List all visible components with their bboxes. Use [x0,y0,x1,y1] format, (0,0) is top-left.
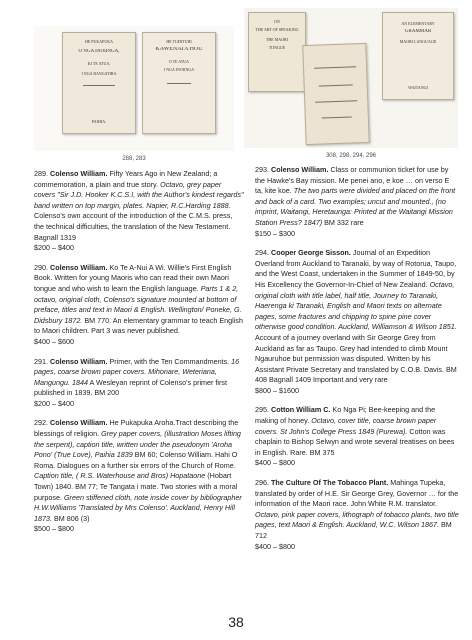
cover-line: TONGUE [268,45,286,50]
lot-description: Octavo, original cloth with title label, half title, Journey to Taranaki, Haerenga ki Taranaki, English and Maori texts on alternate pages, some fractures and chipping to spine pine cover otherwise good condition. Auckland, Williamson & Wilson 1851. [255,279,457,332]
lot-notes: BM 60; Colenso William. Hahi O Roma. Dialogues on a further six errors of the Church of Rome. [34,450,238,470]
lot-description: Octavo, grey paper covers "Sir J.D. Hooker K.C.S.I, with the Author's kindest regards" band written on top margin, plates. Napier, R.C.Harding 1888. [34,179,244,210]
cover-line: HE PUKAPUKA [84,39,114,44]
cover-line: MAORI LANGUAGE [399,39,437,44]
lot-description: 16 pages, coarse brown paper covers. Mihonare, Weteriana, Mangungu. 1844 [34,356,240,387]
lot-number: 290. [34,262,48,272]
lot-description: Green stiffened cloth, note inside cover by bibliographer H.W.Williams 'Translated by Mrs Colenso'. Auckland, Henry Hill 1873. [34,492,242,523]
cover-line: AN ELEMENTARY [401,21,435,26]
lot-author: Colenso William. [50,418,108,428]
lot-title: Primer, with the Ten Commandments. [107,356,232,366]
cover-line: I NGA INOIINGA [163,67,195,72]
cover-rule [315,100,357,102]
lot-entry-290 [34,263,244,348]
lot-description: Caption title, ( R.S. Waterhouse and Bros) Hopataone [34,471,206,481]
book-cover-left-2 [142,32,216,134]
book-cover-right-2 [302,43,369,145]
lot-title: Ko Te A-Nui A Wi. Willie's First English Book. Written for young Maoris who can read their own Maori tongue and who wish to learn the English language. [34,262,232,293]
book-cover-left-1 [62,32,136,134]
lot-title: Journal of an Expedition Overland from Auckland to Taranaki, by way of Rotorua, Taupo, and the West Coast, undertaken in the Summer of 1849-50, by His Excellency the Governor-In-Chief of New Zealand. [255,248,457,289]
lot-entry-296 [255,478,459,552]
cover-line: KAWENATA HOU [155,47,203,52]
lot-number: 292. [34,418,48,428]
photo-caption-right: 308, 298, 294, 296 [325,153,377,159]
lot-number: 295. [255,405,269,415]
lot-entry-291 [34,357,244,410]
lot-title: Ko Nga Pi; Bee-keeping and the making of honey. [255,405,436,426]
photo-caption-left: 288, 283 [122,156,146,162]
lot-estimate: $200 – $400 [34,243,74,253]
lot-notes: Cotton was chaplain to Bishop Selwyn and wrote several treatises on bees in English. Rare. BM 375 [255,426,455,457]
cover-line: THE ART OF SPEAKING [255,27,299,32]
lot-author: Cotton William C. [271,405,331,415]
lot-notes: (Hobart Town) 1840. BM 77; Te Tangata i mate. Two stories with a moral purpose. [34,471,238,502]
book-cover-right-1 [248,12,306,92]
cover-rule [167,83,191,84]
lot-number: 293. [255,165,269,174]
lot-notes: BM 712 [255,520,452,540]
lot-notes: BM 332 rare [322,217,364,227]
lot-number: 291. [34,356,48,366]
lot-author: The Culture Of The Tobacco Plant. [271,478,389,488]
cover-line: O TE ATUA [168,59,190,64]
lot-author: Colenso William. [50,356,108,366]
lot-entry-293 [255,165,459,239]
page-number: 38 [228,614,244,630]
cover-line: PAIHIA. [91,119,107,124]
cover-line: THE MAORI [265,37,289,42]
cover-rule [319,84,353,86]
cover-rule [83,85,115,86]
lot-estimate: $150 – $300 [255,228,295,238]
lot-author: Cooper George Sisson. [271,248,351,258]
lot-description: Octavo, pink paper covers, lithograph of tobacco plants, two title pages, text Maori & English. Auckland, W.C. Wilson 1867. [255,509,459,530]
lot-number: 289. [34,169,48,178]
lot-entry-292 [34,418,244,535]
cover-line: I NGA RANGATIRA [81,71,117,76]
photo-right-books [244,8,458,148]
cover-line: O NGA INOIINGA, [78,49,120,54]
lot-description: The two parts were divided and placed on the front and back of a card. Two examples; uncut and mounted., (no imprint, Waitangi, Heretaunga: Printed at the Waitangi Mission Station Press? 1847) [255,186,456,227]
catalogue-column-right [255,165,459,561]
lot-author: Colenso William. [50,169,108,178]
book-cover-right-3 [382,12,454,100]
lot-author: Colenso William. [271,165,329,174]
lot-notes: BM 770. An elementary grammar to teach English to Maori children. Part 3 was never published. [34,315,243,336]
lot-author: Colenso William. [50,262,108,272]
lot-estimate: $800 – $1600 [255,385,299,395]
lot-description: Octavo, cover title, coarse brown paper covers. St John's College Press 1849 (Purewa). [255,416,437,436]
catalogue-column-left [34,169,244,544]
lot-notes: Account of a journey overland with Sir George Grey from Auckland as far as Taupo. Grey had intended to climb Mount Ngauruhoe but permission was disputed. Written by his Assistant Private Secretary and translated by C.O.B. Davis. BM 408 Bagnall 1409 Important and very rare [255,332,457,385]
lot-title: Fifty Years Ago in New Zealand; a commemoration, a plain and true story. [34,169,218,189]
lot-description: Grey paper covers, (illustration Moses lifting the serpent), caption title, written under the pseudonym 'Aroha Pono' (True Love), Paihia 1839 [34,429,241,460]
lot-title: Class or communion ticket for use by the Hawke's Bay mission. Me penei ano, e koe … on verso E ta, kite koe. [255,165,450,196]
lot-number: 294. [255,248,269,258]
lot-number: 296. [255,478,269,488]
lot-notes: BM 806 (3) [52,513,90,523]
lot-notes: Colenso's own account of the introduction of the C.M.S. press, the technical difficulties, the translation of the New Testament. Bagnall 1319 [34,211,233,242]
cover-line: HE TUHITUHI [166,39,192,44]
lot-estimate: $200 – $400 [34,398,74,408]
cover-line: KI TE ATUA, [87,61,111,66]
cover-line: GRAMMAR [404,29,432,34]
lot-estimate: $400 – $800 [255,541,295,551]
lot-title: He Pukapuka Aroha.Tract describing the blessings of religion. [34,418,239,439]
cover-line: ON [274,19,280,24]
lot-estimate: $400 – $600 [34,336,74,346]
lot-estimate: $400 – $800 [255,458,295,468]
cover-rule [322,116,352,118]
lot-estimate: $500 – $800 [34,524,74,534]
photo-left-books [34,26,234,151]
lot-entry-295 [255,405,459,469]
lot-description: Parts 1 & 2, octavo, original cloth, Colenso's signature mounted at bottom of preface, titles and text in Maori & English. Wellington/ Poneke, G. Didsbury 1872. [34,283,242,325]
lot-entry-289 [34,169,244,254]
cover-line: WAITANGI [408,85,428,90]
lot-title: Mahinga Tupeka, translated by order of H.E. Sir George Grey, Governor … for the information of the Maori race. John White R.M. translator. [255,478,459,509]
lot-entry-294 [255,248,459,396]
lot-notes: A Wesleyan reprint of Colenso's primer first published in 1839. BM 200 [34,377,228,398]
cover-rule [314,66,356,68]
